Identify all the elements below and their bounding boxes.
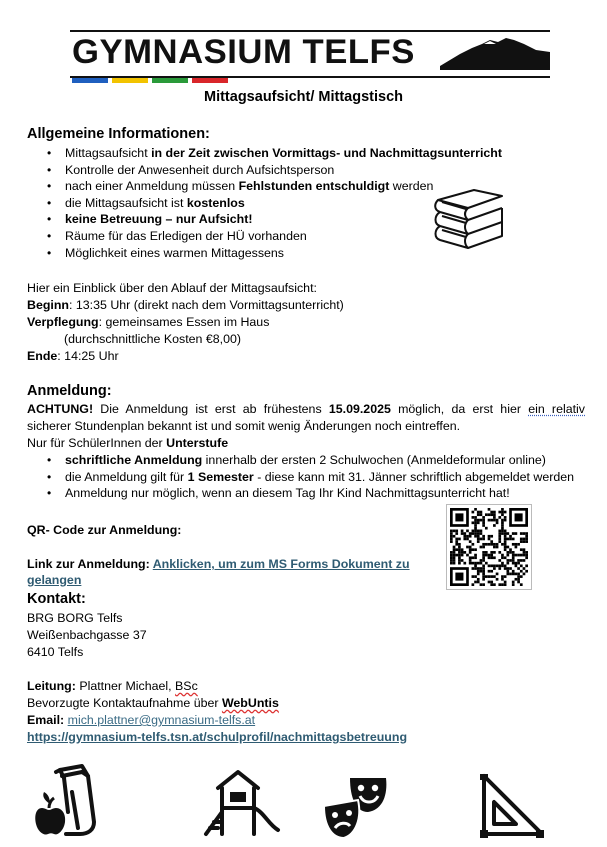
general-info-heading: Allgemeine Informationen: (27, 126, 210, 142)
registration-bullet: • die Anmeldung gilt für 1 Semester - diese kann mit 31. Jänner schriftlich abgemeldet werden (27, 469, 574, 486)
registration-audience: Nur für SchülerInnen der Unterstufe (27, 436, 229, 450)
general-bullet: • keine Betreuung – nur Aufsicht! (27, 211, 502, 228)
general-bullet: • Kontrolle der Anwesenheit durch Aufsichtsperson (27, 162, 502, 179)
contact-email-line: Email: mich.plattner@gymnasium-telfs.at (27, 713, 256, 727)
general-bullet: • Möglichkeit eines warmen Mittagessens (27, 245, 502, 262)
schedule-food: Verpflegung: gemeinsames Essen im Haus (27, 315, 270, 329)
schedule-intro: Hier ein Einblick über den Ablauf der Mittagsaufsicht: (27, 281, 317, 295)
color-bar-yellow (112, 78, 148, 83)
registration-heading: Anmeldung: (27, 383, 112, 399)
contact-url-link[interactable]: https://gymnasium-telfs.tsn.at/schulprofil/nachmittagsbetreuung (27, 730, 408, 744)
contact-address-line: 6410 Telfs (27, 645, 84, 659)
registration-link-line2 (27, 572, 81, 589)
general-bullet: • Räume für das Erledigen der HÜ vorhanden (27, 228, 502, 245)
registration-bullet: • schriftliche Anmeldung innerhalb der ersten 2 Schulwochen (Anmeldeformular online) (27, 452, 574, 469)
schedule-end: Ende: 14:25 Uhr (27, 349, 119, 363)
general-bullet: • nach einer Anmeldung müssen Fehlstunden entschuldigt werden (27, 178, 502, 195)
contact-heading: Kontakt: (27, 591, 86, 607)
schedule-start: Beginn: 13:35 Uhr (direkt nach dem Vormittagsunterricht) (27, 298, 344, 312)
registration-link-line: Link zur Anmeldung: Anklicken, um zum MS Forms Dokument zu (27, 557, 410, 571)
color-bar-red (192, 78, 228, 83)
color-bar-green (152, 78, 188, 83)
general-bullet: • die Mittagsaufsicht ist kostenlos (27, 195, 502, 212)
contact-email-link[interactable]: mich.plattner@gymnasium-telfs.at (67, 713, 256, 727)
document-title: Mittagsaufsicht/ Mittagstisch (204, 89, 403, 105)
qr-code-frame[interactable] (446, 504, 532, 590)
general-bullet: • Mittagsaufsicht in der Zeit zwischen Vormittags- und Nachmittagsunterricht (27, 145, 502, 162)
lunch-bag-apple-icon (32, 762, 104, 838)
registration-bullet: • Anmeldung nur möglich, wenn an diesem Tag Ihr Kind Nachmittagsunterricht hat! (27, 485, 574, 502)
registration-notice-line1: ACHTUNG! Die Anmeldung ist erst ab frühestens 15.09.2025 möglich, da erst hier ein relativ (27, 402, 585, 416)
registration-link[interactable]: Anklicken, um zum MS Forms Dokument zu (152, 557, 410, 571)
school-logo-text: GYMNASIUM TELFS (72, 33, 415, 71)
registration-notice-line2: sicherer Stundenplan bekannt ist und somit wenig Änderungen noch eintreffen. (27, 419, 461, 433)
books-icon (432, 188, 506, 254)
contact-lead: Leitung: Plattner Michael, BSc (27, 679, 198, 693)
schedule-food-cost: (durchschnittliche Kosten €8,00) (64, 332, 242, 346)
playground-slide-icon (202, 768, 282, 838)
contact-preference: Bevorzugte Kontaktaufnahme über WebUntis (27, 696, 279, 710)
set-square-icon (478, 772, 548, 838)
mountain-logo-icon (440, 32, 550, 70)
contact-url-line (27, 729, 407, 746)
registration-link-continued[interactable]: gelangen (27, 573, 82, 587)
qr-code-icon[interactable] (450, 508, 528, 586)
general-info-list (27, 145, 502, 261)
contact-address-line: BRG BORG Telfs (27, 611, 123, 625)
theater-masks-icon (322, 776, 390, 842)
qr-code-label: QR- Code zur Anmeldung: (27, 523, 182, 537)
contact-address-line: Weißenbachgasse 37 (27, 628, 147, 642)
registration-list (27, 452, 574, 502)
color-bar-blue (72, 78, 108, 83)
